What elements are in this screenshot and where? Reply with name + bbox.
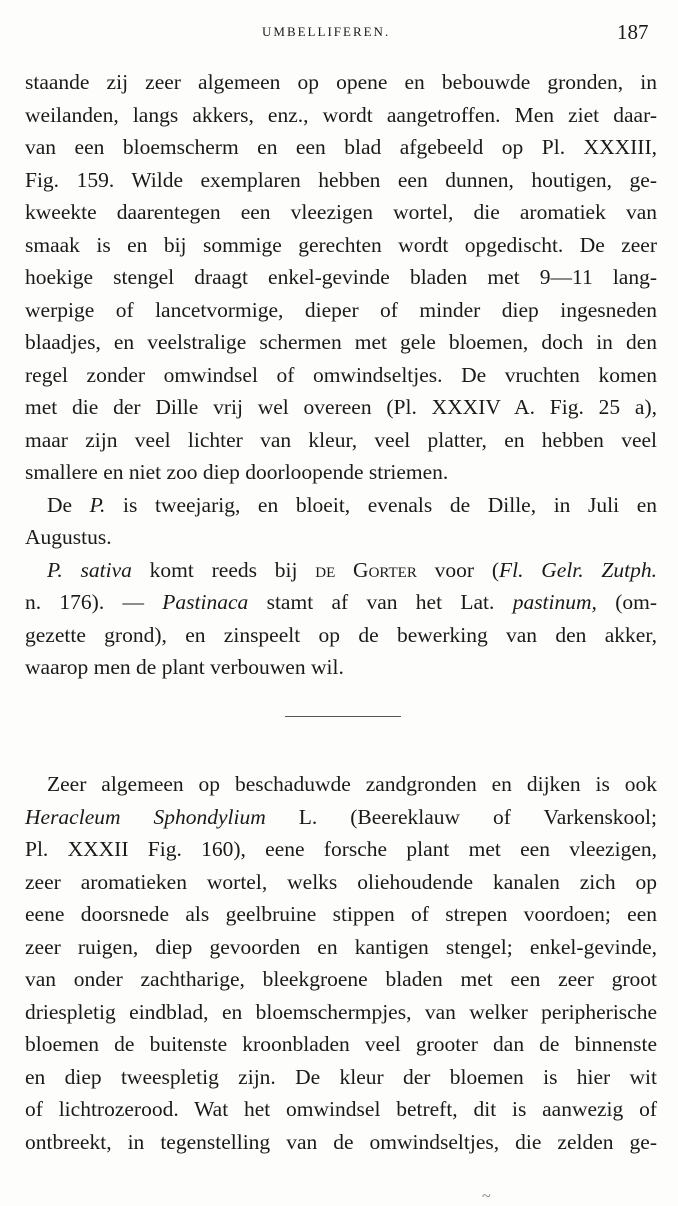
text-line: met die der Dille vrij wel overeen (Pl. XXXIV A. Fig. 25 a), bbox=[25, 395, 657, 419]
section-pastinaca bbox=[25, 66, 657, 684]
footer-mark: ~ bbox=[482, 1188, 491, 1205]
text-run: De bbox=[47, 492, 90, 517]
text-line: Augustus. bbox=[25, 525, 112, 549]
text-line: bloemen de buitenste kroonbladen veel grooter dan de binnenste bbox=[25, 1032, 657, 1056]
text-line: en diep tweespletig zijn. De kleur der bloemen is hier wit bbox=[25, 1064, 657, 1089]
text-line: zeer aromatieken wortel, welks oliehoudende kanalen zich op bbox=[25, 869, 657, 894]
text-run: stamt af van het Lat. bbox=[248, 590, 513, 614]
text-line: staande zij zeer algemeen op opene en bebouwde gronden, in bbox=[25, 70, 657, 94]
text-line: smallere en niet zoo diep doorloopende striemen. bbox=[25, 460, 449, 484]
genus-abbrev: P. bbox=[89, 492, 106, 517]
text-line: maar zijn veel lichter van kleur, veel platter, en hebben veel bbox=[25, 427, 657, 452]
running-head bbox=[0, 20, 678, 44]
text-line: driespletig eindblad, en bloemschermpjes, van welker peripherische bbox=[25, 999, 657, 1024]
text-run: is tweejarig, en bloeit, evenals de Dille, in Juli en bbox=[105, 492, 657, 517]
text-run: (om- bbox=[596, 590, 657, 614]
text-run: komt reeds bij bbox=[131, 557, 316, 582]
latin-word: pastinum, bbox=[512, 590, 597, 614]
text-line: Pl. XXXII Fig. 160), eene forsche plant met een vleezigen, bbox=[25, 837, 657, 861]
text-line: eene doorsnede als geelbruine stippen of strepen voordoen; een bbox=[25, 902, 657, 926]
text-run: voor ( bbox=[416, 557, 499, 582]
text-line: van onder zachtharige, bleekgroene bladen met een zeer groot bbox=[25, 967, 657, 991]
text-line: gezette grond), en zinspeelt op de bewerking van den akker, bbox=[25, 622, 657, 647]
text-line: van een bloemscherm en een blad afgebeeld op Pl. XXXIII, bbox=[25, 135, 657, 159]
text-line: regel zonder omwindsel of omwindseltjes. De vruchten komen bbox=[25, 362, 657, 387]
text-line: blaadjes, en veelstralige schermen met gele bloemen, doch in den bbox=[25, 330, 657, 354]
text-run: n. 176). — bbox=[25, 590, 163, 614]
text-line: of lichtrozerood. Wat het omwindsel betreft, dit is aanwezig of bbox=[25, 1097, 657, 1121]
heracleum-line bbox=[25, 801, 657, 834]
text-line: ontbreekt, in tegenstelling van de omwindseltjes, die zelden ge- bbox=[25, 1129, 657, 1154]
flora-reference: Fl. Gelr. Zutph. bbox=[498, 557, 657, 582]
text-line: Fig. 159. Wilde exemplaren hebben een dunnen, houtigen, ge- bbox=[25, 167, 657, 192]
text-run: L. (Beereklauw of Varkenskool; bbox=[265, 804, 658, 829]
page-number: 187 bbox=[617, 20, 649, 44]
text-line: waarop men de plant verbouwen wil. bbox=[25, 655, 344, 679]
section-heracleum bbox=[25, 768, 657, 1158]
text-line: Zeer algemeen op beschaduwde zandgronden en dijken is ook bbox=[47, 772, 657, 796]
species-name: Heracleum Sphondylium bbox=[25, 804, 266, 829]
paragraph-biennial-line bbox=[25, 489, 657, 522]
etymology-line bbox=[25, 586, 657, 619]
text-line: hoekige stengel draagt enkel-gevinde bladen met 9—11 lang- bbox=[25, 265, 657, 289]
species-name: P. sativa bbox=[47, 557, 132, 582]
section-divider bbox=[285, 716, 401, 717]
paragraph-sativa-line bbox=[25, 554, 657, 587]
text-line: werpige of lancetvormige, dieper of minder diep ingesneden bbox=[25, 297, 657, 322]
text-line: weilanden, langs akkers, enz., wordt aangetroffen. Men ziet daar- bbox=[25, 102, 657, 127]
author-name: de Gorter bbox=[315, 557, 417, 582]
text-line: smaak is en bij sommige gerechten wordt opgedischt. De zeer bbox=[25, 232, 657, 257]
genus-name: Pastinaca bbox=[162, 590, 249, 614]
running-title: UMBELLIFEREN. bbox=[262, 24, 391, 39]
text-line: kweekte daarentegen een vleezigen wortel, die aromatiek van bbox=[25, 200, 657, 224]
text-line: zeer ruigen, diep gevoorden en kantigen stengel; enkel-gevinde, bbox=[25, 934, 657, 959]
